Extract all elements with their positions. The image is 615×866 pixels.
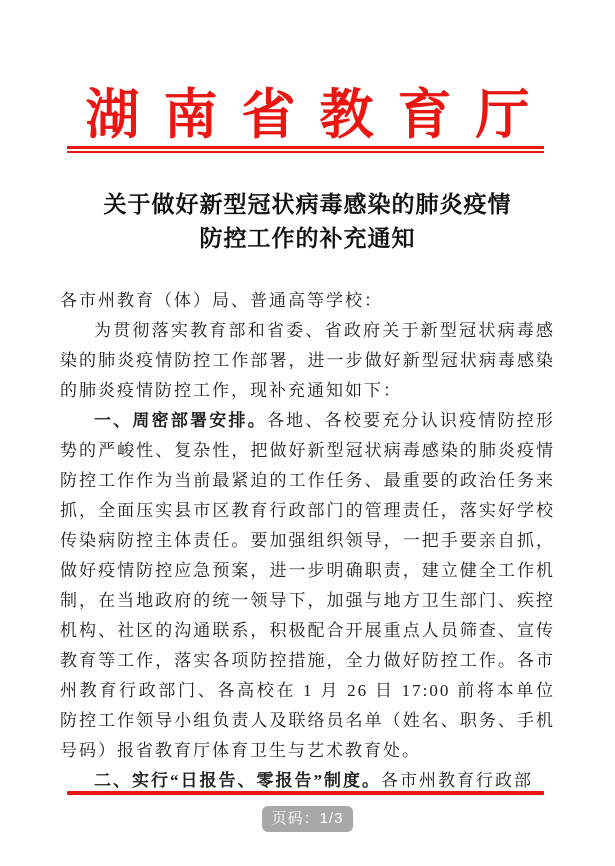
document-body [60,286,555,796]
document-title [0,188,615,256]
paragraph-lead: 二、实行“日报告、零报告”制度。 [94,771,381,790]
page-bottom-divider [67,791,544,795]
body-paragraph: 为贯彻落实教育部和省委、省政府关于新型冠状病毒感染的肺炎疫情防控工作部署，进一步做好新型冠状病毒感染的肺炎疫情防控工作，现补充通知如下： [60,321,555,400]
paragraph-lead: 一、周密部署安排。 [94,411,267,430]
salutation: 各市州教育（体）局、普通高等学校： [60,291,383,310]
title-line: 防控工作的补充通知 [199,226,416,251]
page-number-badge: 页码：1/3 [262,806,354,832]
body-paragraph: 一、周密部署安排。各地、各校要充分认识疫情防控形势的严峻性、复杂性，把做好新型冠状病毒感染的肺炎疫情防控工作作为当前最紧迫的工作任务、最重要的政治任务来抓，全面压实县市区教育行政部门的管理责任，落实好学校传染病防控主体责任。要加强组织领导，一把手要亲自抓，做好疫情防控应急预案，进一步明确职责，建立健全工作机制，在当地政府的统一领导下，加强与地方卫生部门、疾控机构、社区的沟通联系，积极配合开展重点人员筛查、宣传教育等工作，落实各项防控措施，全力做好防控工作。各市州教育行政部门、各高校在 1 月 26 日 17:00 前将本单位防控工作领导小组负责人及联络员名单（姓名、职务、手机号码）报省教育厅体育卫生与艺术教育处。 [60,411,555,760]
body-paragraph: 二、实行“日报告、零报告”制度。各市州教育行政部 [94,771,533,790]
title-line: 关于做好新型冠状病毒感染的肺炎疫情 [103,192,512,217]
agency-header: 湖南省教育厅 [85,85,554,145]
header-divider [67,146,544,153]
